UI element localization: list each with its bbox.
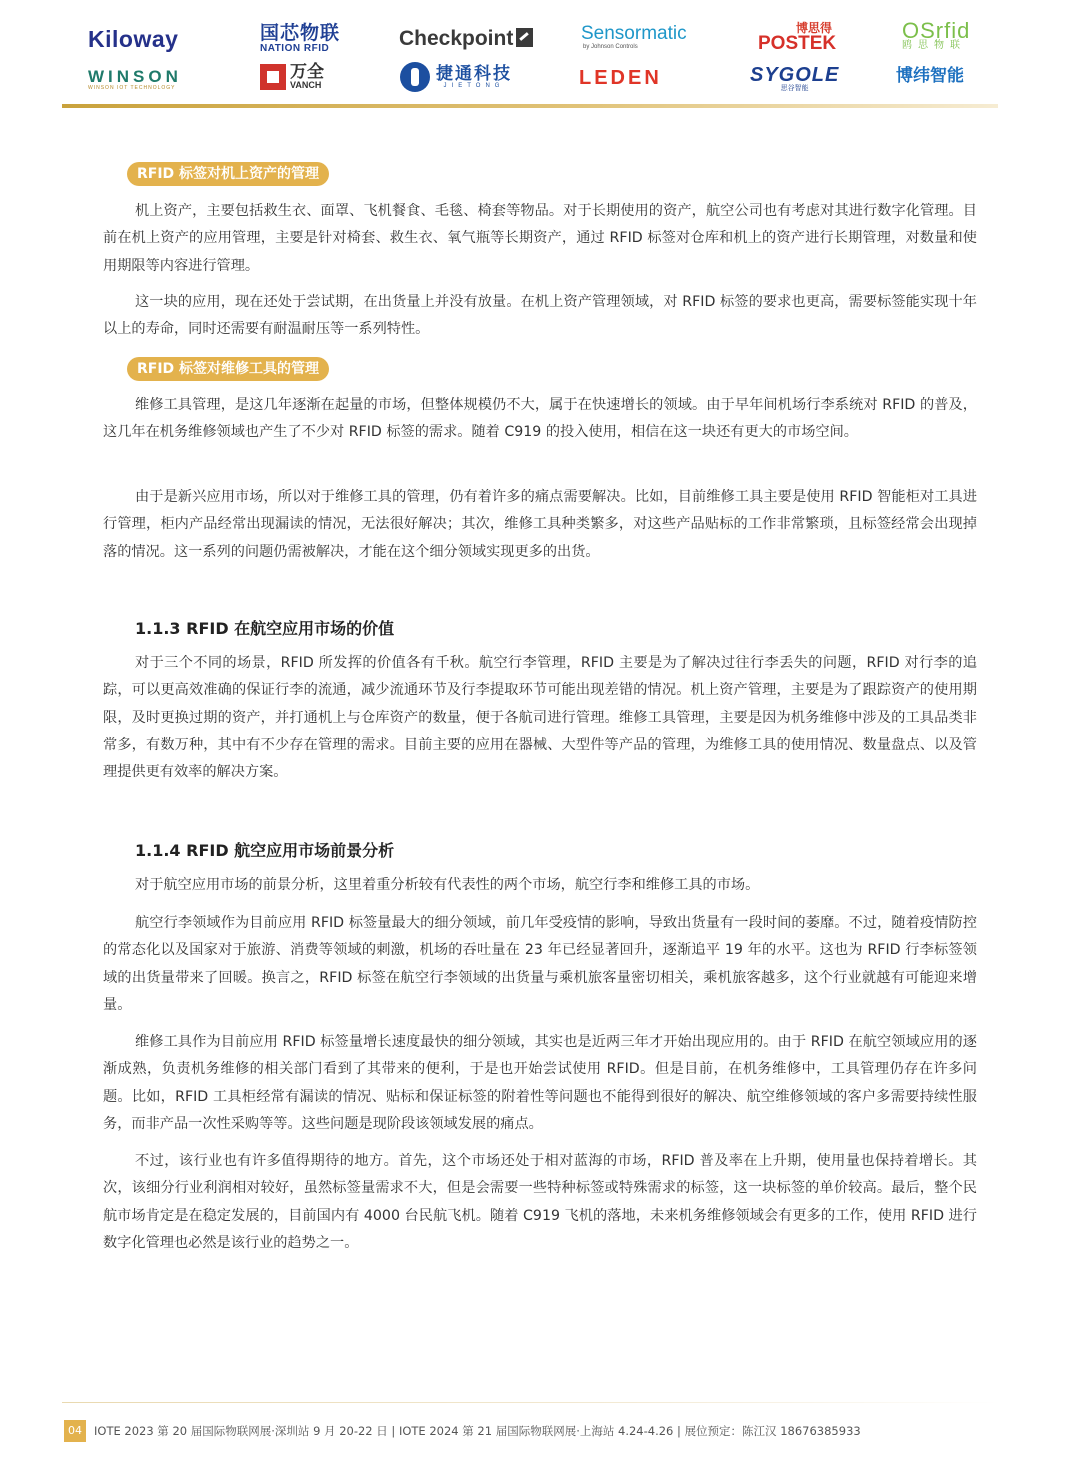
footer-divider <box>62 1402 1000 1403</box>
nation-rfid-logo-en: NATION RFID <box>260 43 330 54</box>
heading-1-1-4: 1.1.4 RFID 航空应用市场前景分析 <box>135 841 395 860</box>
winson-logo-en: WINSON <box>88 67 182 86</box>
section-tag-tools: RFID 标签对维修工具的管理 <box>127 357 329 381</box>
bowei-logo: 博纬智能 <box>896 66 964 86</box>
sensormatic-logo-text: Sensormatic <box>581 23 687 44</box>
section-tag-assets: RFID 标签对机上资产的管理 <box>127 162 329 186</box>
paragraph-outlook-baggage: 航空行李领域作为目前应用 RFID 标签量最大的细分领域，前几年受疫情的影响，导致出货量有一段时间的萎靡。不过，随着疫情防控的常态化以及国家对于旅游、消费等领域的刺激，机场的吞吐量在 23 年已经显著回升，逐渐追平 19 年的水平。这也为 RFID 行李标签领域的出货量带来了回暖。换言之，RFID 标签在航空行李领域的出货量与乘机旅客量密切相关，乘机旅客越多，这个行业就越有可能迎来增量。 <box>103 915 977 1013</box>
heading-1-1-3: 1.1.3 RFID 在航空应用市场的价值 <box>135 619 395 638</box>
paragraph-outlook-tools: 维修工具作为目前应用 RFID 标签量增长速度最快的细分领域，其实也是近两三年才开始出现应用的。由于 RFID 在航空领域应用的逐渐成熟，负责机务维修的相关部门看到了其带来的便利，于是也开始尝试使用 RFID。但是目前，在机务维修中，工具管理仍存在许多问题。比如，RFID 工具柜经常有漏读的情况、贴标和保证标签的附着性等问题也不能得到很好的解决、航空维修领域的客户多需要持续性服务，而非产品一次性采购等等。这些问题是现阶段该领域发展的痛点。 <box>103 1034 977 1132</box>
vanch-mark-icon <box>260 64 286 90</box>
vanch-logo <box>260 64 324 90</box>
paragraph-assets-1: 机上资产，主要包括救生衣、面罩、飞机餐食、毛毯、椅套等物品。对于长期使用的资产，航空公司也有考虑对其进行数字化管理。目前在机上资产的应用管理，主要是针对椅套、救生衣、氧气瓶等长期资产，通过 RFID 标签对仓库和机上的资产进行长期管理，对数量和使用期限等内容进行管理。 <box>103 203 977 274</box>
postek-logo-cn: 博思得 <box>796 21 833 35</box>
postek-logo <box>758 22 836 53</box>
sygole-logo-cn: 思谷智能 <box>780 84 809 92</box>
paragraph-outlook-future: 不过，该行业也有许多值得期待的地方。首先，这个市场还处于相对蓝海的市场，RFID 普及率在上升期，使用量也保持着增长。其次，该细分行业利润相对较好，虽然标签量需求不大，但是会需要一些特种标签或特殊需求的标签，这一块标签的单价较高。最后，整个民航市场肯定是在稳定发展的，目前国内有 4000 台民航飞机。随着 C919 飞机的落地，未来机务维修领域会有更多的工作，使用 RFID 进行数字化管理也必然是该行业的趋势之一。 <box>103 1153 977 1251</box>
header-divider <box>62 104 998 108</box>
sensormatic-logo <box>581 24 687 50</box>
sygole-logo <box>750 65 839 92</box>
jietong-logo-en: JIETONG <box>443 82 505 89</box>
paragraph-value: 对于三个不同的场景，RFID 所发挥的价值各有千秋。航空行李管理，RFID 主要是为了解决过往行李丢失的问题，RFID 对行李的追踪，可以更高效准确的保证行李的流通，减少流通环节及行李提取环节可能出现差错的情况。机上资产管理，主要是为了跟踪资产的使用期限，及时更换过期的资产，并打通机上与仓库资产的数量，便于各航司进行管理。维修工具管理，主要是因为机务维修中涉及的工具品类非常多，有数万种，其中有不少存在管理的需求。目前主要的应用在器械、大型件等产品的管理，为维修工具的使用情况、数量盘点、以及管理提供更有效率的解决方案。 <box>103 655 977 781</box>
postek-logo-en: POSTEK <box>758 33 837 54</box>
osrfid-logo <box>902 20 970 51</box>
kiloway-logo: Kiloway <box>88 26 179 52</box>
jietong-mark-icon <box>400 62 430 92</box>
jietong-logo-cn: 捷通科技 <box>436 63 512 84</box>
osrfid-logo-en: OSrfid <box>902 18 971 43</box>
checkpoint-mark-icon <box>516 28 533 47</box>
vanch-logo-cn: 万全 <box>290 62 324 82</box>
jietong-logo <box>400 62 512 92</box>
checkpoint-logo-text: Checkpoint <box>399 27 514 50</box>
checkpoint-logo <box>399 28 533 49</box>
footer-text: IOTE 2023 第 20 届国际物联网展·深圳站 9 月 20-22 日 | IOTE 2024 第 21 届国际物联网展·上海站 4.24-4.26 | 展位预定：陈江汉 18676385933 <box>94 1424 861 1438</box>
page-number: 04 <box>64 1420 86 1442</box>
sensormatic-logo-sub: by Johnson Controls <box>583 44 638 50</box>
sponsor-logo-bar <box>62 18 998 102</box>
sygole-logo-en: SYGOLE <box>750 64 840 86</box>
winson-logo-sub: WINSON IOT TECHNOLOGY <box>88 85 176 91</box>
paragraph-tools-1: 维修工具管理，是这几年逐渐在起量的市场，但整体规模仍不大，属于在快速增长的领域。由于早年间机场行李系统对 RFID 的普及，这几年在机务维修领域也产生了不少对 RFID 标签的需求。随着 C919 的投入使用，相信在这一块还有更大的市场空间。 <box>103 397 977 441</box>
paragraph-tools-2: 由于是新兴应用市场，所以对于维修工具的管理，仍有着许多的痛点需要解决。比如，目前维修工具主要是使用 RFID 智能柜对工具进行管理，柜内产品经常出现漏读的情况，无法很好解决；其次，维修工具种类繁多，对这些产品贴标的工作非常繁琐，且标签经常会出现掉落的情况。这一系列的问题仍需被解决，才能在这个细分领域实现更多的出货。 <box>103 489 977 560</box>
osrfid-logo-cn: 鸥思物联 <box>902 40 966 51</box>
vanch-logo-en: VANCH <box>290 80 322 90</box>
nation-rfid-logo-cn: 国芯物联 <box>260 22 341 44</box>
winson-logo <box>88 68 182 91</box>
nation-rfid-logo <box>260 24 340 54</box>
paragraph-assets-2: 这一块的应用，现在还处于尝试期，在出货量上并没有放量。在机上资产管理领域，对 RFID 标签的要求也更高，需要标签能实现十年以上的寿命，同时还需要有耐温耐压等一系列特性。 <box>103 294 977 338</box>
paragraph-outlook-intro: 对于航空应用市场的前景分析，这里着重分析较有代表性的两个市场，航空行李和维修工具的市场。 <box>135 877 760 893</box>
leden-logo: LEDEN <box>579 67 662 89</box>
